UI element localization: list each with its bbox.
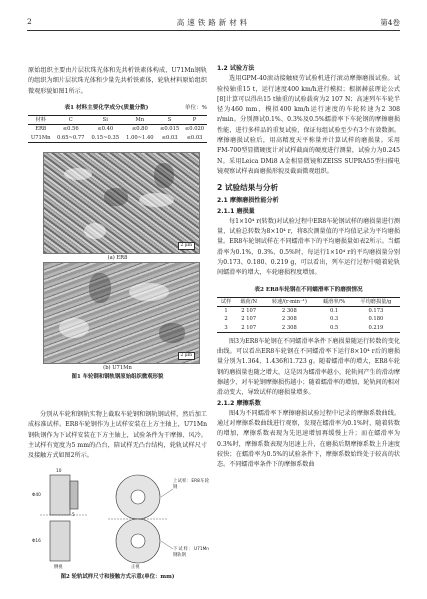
table-row	[217, 315, 400, 323]
left-paragraph-2: 分别从车轮和钢轨实物上截取车轮钢和钢轨钢试样，然后加工成标准试样。ER8车轮钢作为上试样安装在上方主轴上，U71Mn钢轨钢作为下试样安装在下方主轴上，试验条件为干摩擦、风冷。主试样有宽度为5 mm的凸台，陪试样无凸台结构，轮轨试样尺寸及接触方式如图2所示。	[28, 411, 207, 460]
section-2-1-title: 2.1 摩擦磨损性能分析	[217, 197, 279, 205]
table-cell: 2 308	[281, 316, 297, 323]
journal-title: 高速铁路新材料	[176, 18, 251, 27]
table-cell: 0.1	[329, 308, 339, 315]
table-cell: 0.3	[329, 316, 339, 323]
section-1-2-text: 选用GPM-40滚动接触疲劳试验机进行滚动摩擦磨损试验。试验按轴重15 t，运行速度400 km/h进行模拟；根据赫兹理论公式[8]计算可以得出15 t轴重的试验载荷为2 107 N；高速列车车轮半径为460 mm，模拟400 km/h运行速度的车轮转速为2 308 r/min。分别测试0.1%、0.3%及0.5%蠕滑率下车轮钢的摩擦磨损性能，进行多样品的重复试验，保证每组试验至少有3个有效数据。摩擦磨损试验后，用高精度天平称量并计算试样的磨损量。采用FM-700型显微硬度计对试样截面的硬度进行测量，试验力为0.245 N。采用Leica DMi8 A金相显微镜和ZEISS SUPRA55型扫描电镜观察试样表面磨损形貌及截面微观组织。	[217, 75, 400, 175]
table2-caption: 表2 ER8车轮钢在不同蠕滑率下的磨损情况	[254, 286, 363, 293]
figure-2	[28, 467, 207, 571]
table1-header: Si	[102, 117, 108, 124]
table1-header: C	[68, 117, 73, 124]
table1-header-row	[28, 116, 207, 125]
right-column	[217, 64, 400, 471]
left-paragraph-1: 原始组织主要由片层状珠光体和先共析铁素体构成，U71Mn钢轨的组织为细片层状珠光体和少量先共析铁素体，轮轨材料原始组织微观形貌如图1所示。	[28, 67, 207, 95]
table1-caption: 表1 材料主要化学成分(质量分数)	[64, 104, 149, 111]
section-2-1-1-title: 2.1.1 磨损量	[217, 207, 255, 215]
page-header	[27, 17, 400, 29]
table-cell: 2 107	[241, 316, 257, 323]
label-front-view: 正视	[131, 565, 140, 571]
label-lower-specimen: 下试样：U71Mn钢轨钢	[173, 547, 209, 559]
dim-width-boss: 5	[72, 513, 75, 519]
table-cell: 1	[224, 308, 228, 315]
table1	[28, 115, 207, 143]
table1-caption-row	[28, 103, 207, 113]
table-row	[217, 324, 400, 333]
section-1-2-title: 1.2 试验方法	[217, 65, 255, 72]
table-cell: 2 308	[281, 324, 297, 331]
table2-header: 平均磨损量/g	[360, 298, 392, 305]
table2-header: 蠕滑率/%	[322, 298, 346, 305]
table-cell: ≤0.015	[159, 126, 180, 133]
table1-header: S	[167, 117, 172, 124]
table-cell: U71Mn	[30, 134, 51, 141]
figure-1a-caption: (a) ER8	[107, 255, 128, 261]
page-number: 2	[27, 17, 32, 26]
table2-header: 载荷/N	[240, 298, 258, 305]
scale-bar-a: 2 μm	[178, 242, 196, 250]
table-cell: ≤0.40	[97, 126, 114, 133]
right-paragraph-3: 图3为ER8车轮钢在不同蠕滑率条件下磨损量随运行转数的变化曲线。可以看出ER8车轮钢在不同蠕滑率下运行8×10⁴ r后的磨损量分别为1.364、1.436和1.723 g。随着蠕滑率的增大，ER8车轮钢的磨损量也随之增大，这是因为蠕滑率越小，轮轨间产生的滑动摩擦越少，对车轮钢摩擦损伤越小；随着蠕滑率的增加，轮轨间的相对滑动变大，导致试样的磨损量增多。	[217, 337, 400, 397]
section-2-1-2-title: 2.1.2 摩擦系数	[217, 399, 261, 407]
micrograph-b	[43, 262, 200, 364]
figure-2-caption: 图2 轮轨试样尺寸和接触方式示意(单位：mm)	[60, 574, 175, 581]
label-side-view: 侧视	[54, 565, 63, 571]
table-cell: ER8	[35, 126, 47, 133]
table-cell: 0.219	[368, 324, 384, 331]
table-cell: 2 107	[241, 308, 257, 315]
table1-header: P	[192, 117, 197, 124]
section-2-title: 2 试验结果与分析	[217, 183, 279, 193]
table-cell: 2 308	[281, 308, 297, 315]
table-cell: 0.173	[368, 308, 384, 315]
scale-bar-b: 2 μm	[178, 352, 196, 360]
table-cell: 1.00~1.40	[126, 134, 154, 141]
micrograph-a	[43, 152, 200, 254]
table-row	[28, 134, 207, 143]
table-cell: ≤0.03	[161, 134, 178, 141]
table1-unit: 单位：%	[184, 104, 207, 111]
left-column	[28, 66, 207, 143]
table-cell: 2 107	[241, 324, 257, 331]
table2	[217, 297, 400, 333]
table-cell: 0.5	[329, 324, 339, 331]
label-upper-specimen: 上试样：ER8车轮钢	[173, 479, 209, 491]
figure-1b-caption: (b) U71Mn	[103, 365, 132, 371]
table-row	[28, 125, 207, 134]
table1-header: 材料	[35, 117, 46, 124]
table-cell: 0.65~0.77	[56, 134, 85, 141]
dim-diameter-top: Φ40	[32, 493, 41, 499]
table-cell: 3	[224, 324, 228, 331]
figure-1	[28, 152, 207, 382]
table1-header: Mn	[135, 117, 145, 124]
section-2-1-2-text: 图4为不同蠕滑率下摩擦磨损试验过程中记录的摩擦系数曲线。通过对摩擦系数曲线进行观察，发现在蠕滑率为0.1%时，随着转数的增加，摩擦系数表现为先迅速增加再缓慢上升；而在蠕滑率为0.3%时，摩擦系数表现为迅速上升，在磨损后期摩擦系数上升速度较快；在蠕滑率为0.5%的试验条件下，摩擦系数始终处于较高的状态。不同蠕滑率条件下的摩擦系数曲	[217, 409, 400, 469]
figure-1-caption: 图1 车轮钢和钢轨钢原始组织微观形貌	[71, 374, 164, 380]
table-cell: 2	[224, 316, 228, 323]
table-row	[217, 307, 400, 316]
table2-header-row	[217, 297, 400, 306]
table-cell: ≤0.020	[184, 126, 205, 133]
dim-diameter-bottom: Φ16	[32, 539, 41, 545]
table2-header: 转速/(r·min⁻¹)	[271, 298, 307, 305]
volume-label: 第4卷	[380, 18, 400, 27]
table-cell: 0.15~0.35	[91, 134, 119, 141]
dim-width-top: 10	[56, 469, 62, 475]
table2-header: 试样	[220, 298, 232, 305]
table-cell: ≤0.03	[186, 134, 203, 141]
table-cell: 0.180	[368, 316, 384, 323]
table-cell: ≤0.56	[62, 126, 79, 133]
left-column-lower	[28, 410, 207, 582]
section-2-1-1-text: 每1×10⁴ r(转数)对试验过程中ER8车轮钢试样的磨损量进行测量，试验总转数为8×10⁴ r，将8次测量值的平均值记录为平均磨损量。ER8车轮钢试样在不同蠕滑率下的平均磨损量如表2所示。当蠕滑率为0.1%、0.3%、0.5%时，每运行1×10⁴ r的平均磨损量分别为0.173、0.180、0.219 g，可以看出，列车运行过程中随着轮轨间蠕滑率的增大，车轮磨损程度增加。	[217, 217, 400, 277]
header-rule	[27, 30, 400, 31]
table-cell: ≤0.80	[131, 126, 148, 133]
